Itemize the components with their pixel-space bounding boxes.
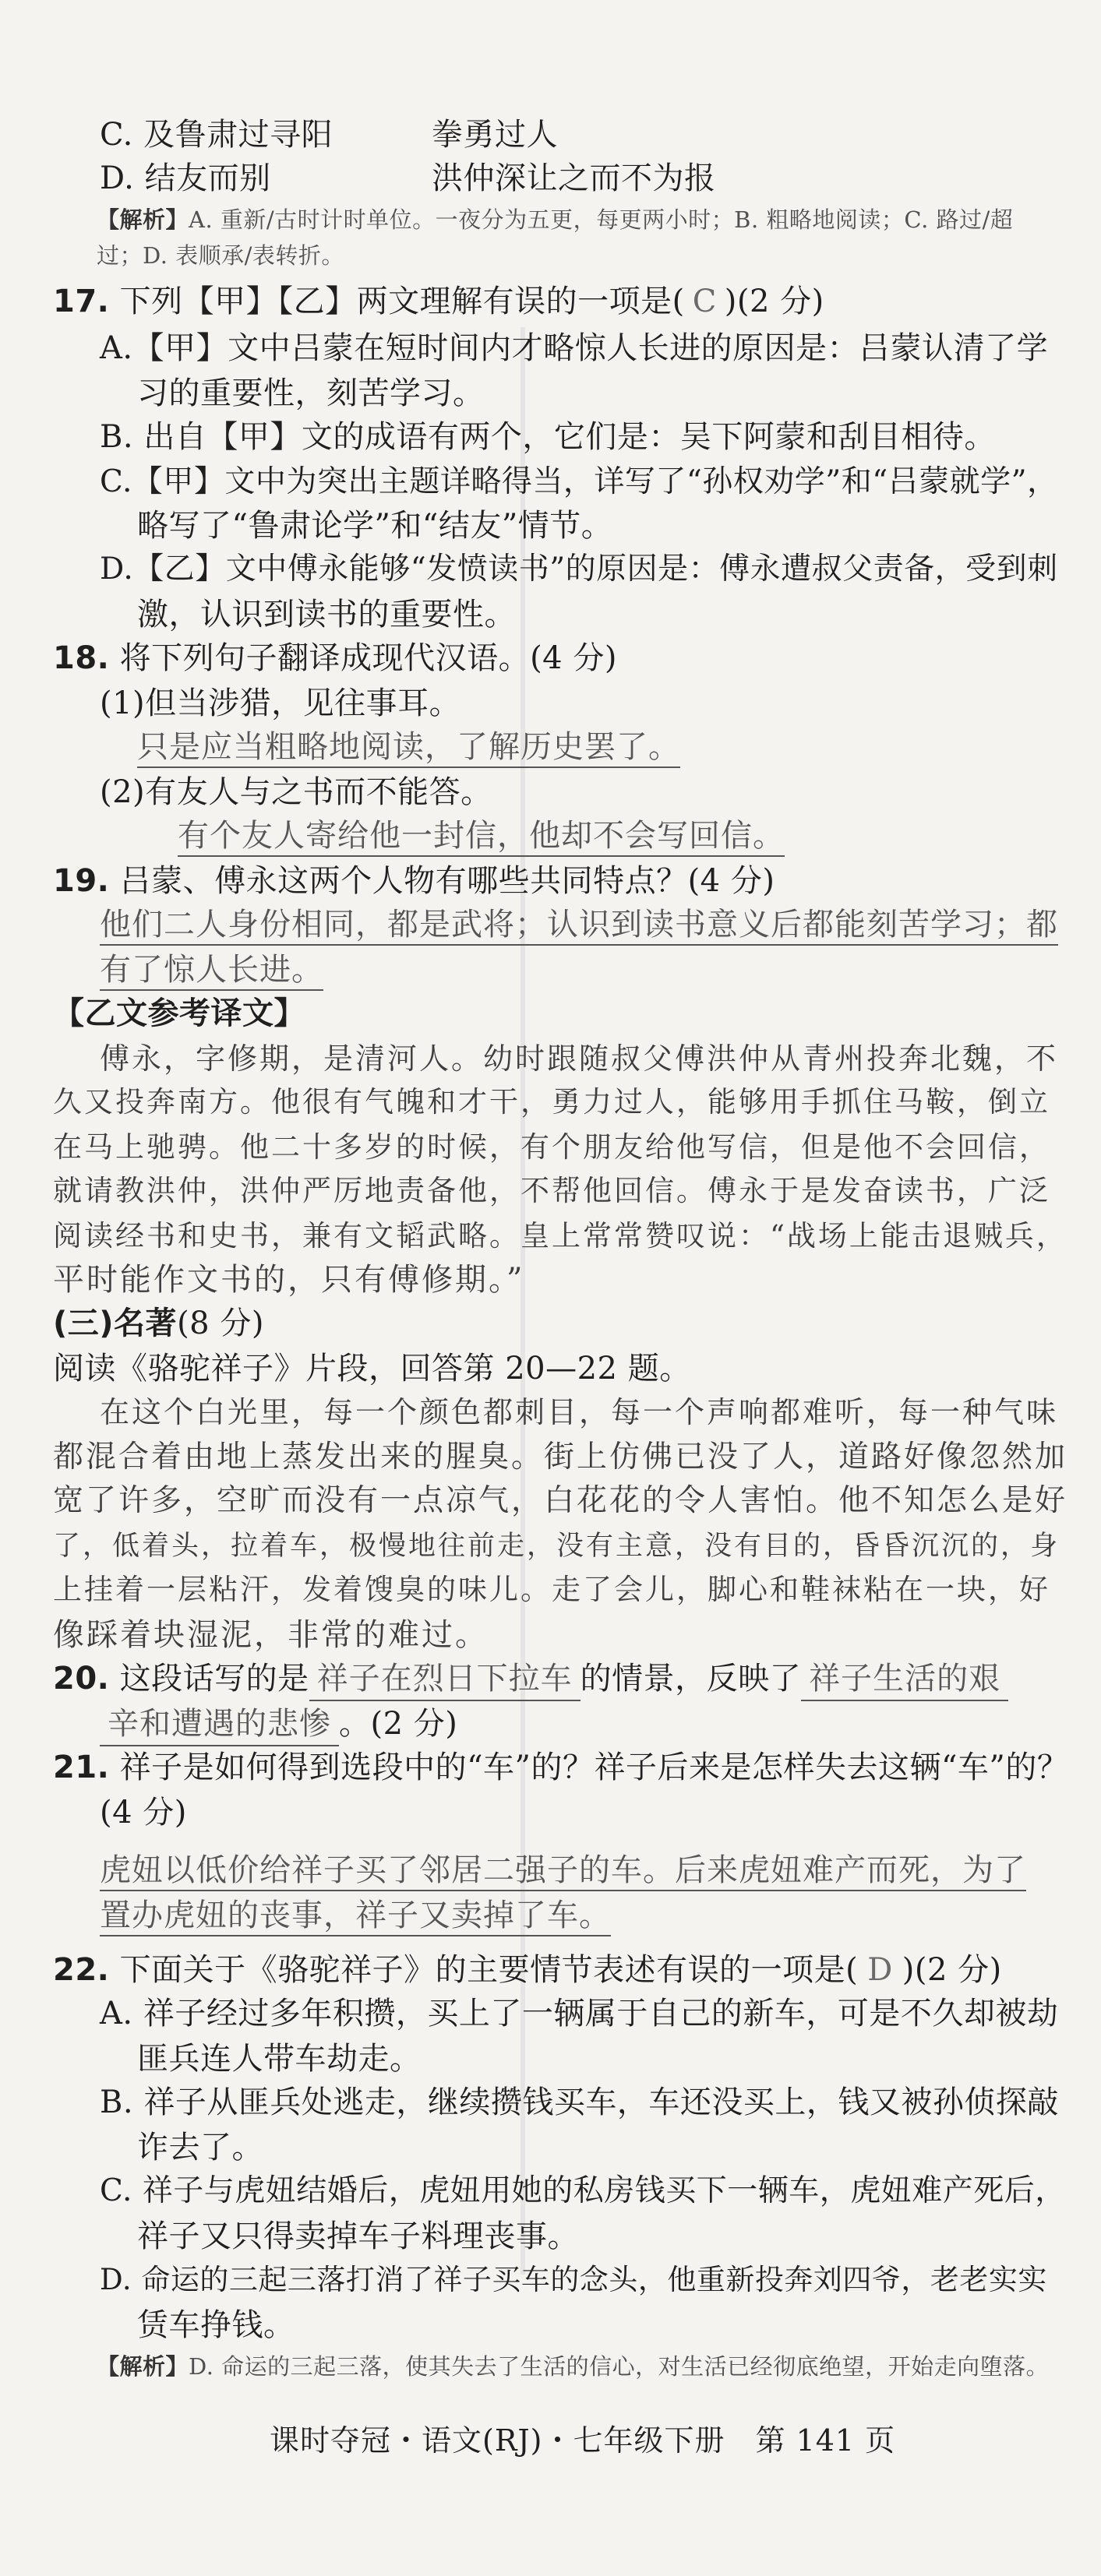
q20-stem: 20. 这段话写的是 祥子在烈日下拉车 的情景，反映了 祥子生活的艰 — [53, 1658, 1008, 1701]
q17-option-a-line-1: A.【甲】文中吕蒙在短时间内才略惊人长进的原因是：吕蒙认清了学 — [100, 330, 1049, 366]
q22-option-b-line-2: 诈去了。 — [137, 2130, 263, 2165]
q16-analysis-line-2: 过；D. 表顺承/表转折。 — [97, 242, 344, 269]
q22-analysis: 【解析】D. 命运的三起三落，使其失去了生活的信心，对生活已经彻底绝望，开始走向堕落。 — [97, 2353, 1050, 2380]
q22-option-c-line-1: C. 祥子与虎妞结婚后，虎妞用她的私房钱买下一辆车，虎妞难产死后， — [100, 2173, 1066, 2208]
q22-option-d-line-1: D. 命运的三起三落打消了祥子买车的念头，他重新投奔刘四爷，老老实实 — [100, 2263, 1047, 2296]
q22-stem: 22. 下面关于《骆驼祥子》的主要情节表述有误的一项是( D )(2 分) — [53, 1952, 1002, 1988]
q22-option-b-line-1: B. 祥子从匪兵处逃走，继续攒钱买车，车还没买上，钱又被孙侦探敲 — [100, 2084, 1059, 2120]
q17-option-d-line-1: D.【乙】文中傅永能够“发愤读书”的原因是：傅永遭叔父责备，受到刺 — [100, 551, 1058, 587]
translation-line-2: 久又投奔南方。他很有气魄和才干，勇力过人，能够用手抓住马鞍，倒立 — [53, 1085, 1050, 1119]
passage-line-1: 在这个白光里，每一个颜色都刺目，每一个声响都难听，每一种气味 — [100, 1395, 1059, 1429]
passage-line-6: 像踩着块湿泥，非常的难过。 — [53, 1617, 489, 1653]
q20-blank-2b: 辛和遭遇的悲惨 — [100, 1703, 339, 1746]
passage-line-3: 宽了许多，空旷而没有一点凉气，白花花的令人害怕。他不知怎么是好 — [53, 1483, 1068, 1518]
translation-heading: 【乙文参考译文】 — [53, 996, 305, 1031]
passage-line-2: 都混合着由地上蒸发出来的腥臭。街上仿佛已没了人，道路好像忽然加 — [53, 1440, 1068, 1475]
q16-option-d-word: 洪仲深让之而不为报 — [432, 160, 716, 196]
q19-answer-line-1: 他们二人身份相同，都是武将；认识到读书意义后都能刻苦学习；都 — [100, 904, 1058, 946]
q17-option-a-line-2: 习的重要性，刻苦学习。 — [137, 375, 485, 411]
q22-option-d-line-2: 赁车挣钱。 — [137, 2307, 295, 2343]
q22-option-c-line-2: 祥子又只得卖掉车子料理丧事。 — [137, 2218, 579, 2254]
page-footer: 课时夺冠・语文(RJ)・七年级下册 第 141 页 — [270, 2423, 896, 2458]
q17-option-d-line-2: 激，认识到读书的重要性。 — [137, 597, 516, 633]
q17-answer: C — [692, 284, 717, 319]
q21-answer-line-1: 虎妞以低价给祥子买了邻居二强子的车。后来虎妞难产而死，为了 — [100, 1849, 1026, 1891]
q18-sentence-1: (1)但当涉猎，见往事耳。 — [100, 685, 461, 721]
section-3-heading: (三)名著(8 分) — [53, 1306, 264, 1341]
q17-option-b: B. 出自【甲】文的成语有两个，它们是：吴下阿蒙和刮目相待。 — [100, 419, 996, 455]
translation-line-5: 阅读经书和史书，兼有文韬武略。皇上常常赞叹说：“战场上能击退贼兵， — [53, 1219, 1067, 1253]
q17-stem: 17. 下列【甲】【乙】两文理解有误的一项是( C )(2 分) — [53, 284, 824, 319]
section-3-intro: 阅读《骆驼祥子》片段，回答第 20—22 题。 — [53, 1351, 691, 1387]
translation-line-3: 在马上驰骋。他二十多岁的时候，有个朋友给他写信，但是他不会回信， — [53, 1130, 1050, 1164]
q19-answer-line-2: 有了惊人长进。 — [100, 949, 323, 991]
q16-analysis-line-1: 【解析】A. 重新/古时计时单位。一夜分为五更，每更两小时；B. 粗略地阅读；C. 路过/超 — [97, 206, 1014, 233]
q20-blank-1: 祥子在烈日下拉车 — [309, 1658, 580, 1701]
q19-stem: 19. 吕蒙、傅永这两个人物有哪些共同特点？(4 分) — [53, 863, 775, 899]
q16-option-d: D. 结友而别 洪仲深让之而不为报 — [100, 157, 271, 199]
q18-sentence-2: (2)有友人与之书而不能答。 — [100, 774, 492, 810]
translation-line-1: 傅永，字修期，是清河人。幼时跟随叔父傅洪仲从青州投奔北魏，不 — [100, 1041, 1059, 1076]
q22-option-a-line-2: 匪兵连人带车劫走。 — [137, 2041, 422, 2077]
translation-line-6: 平时能作文书的，只有傅修期。” — [53, 1262, 525, 1298]
q16-option-c: C. 及鲁肃过寻阳 拳勇过人 — [100, 114, 333, 156]
q22-answer: D — [867, 1952, 893, 1988]
passage-line-5: 上挂着一层粘汗，发着馊臭的味儿。走了会儿，脚心和鞋袜粘在一块，好 — [53, 1573, 1050, 1606]
q17-option-c-line-1: C.【甲】文中为突出主题详略得当，详写了“孙权劝学”和“吕蒙就学”， — [100, 464, 1058, 499]
q21-score: (4 分) — [100, 1795, 187, 1831]
q20-stem-line-2: 辛和遭遇的悲惨 。(2 分) — [100, 1703, 457, 1746]
q21-stem: 21. 祥子是如何得到选段中的“车”的？祥子后来是怎样失去这辆“车”的？ — [53, 1750, 1069, 1785]
translation-line-4: 就请教洪仲，洪仲严厉地责备他，不帮他回信。傅永于是发奋读书，广泛 — [53, 1174, 1050, 1207]
q16-option-c-word: 拳勇过人 — [432, 117, 558, 153]
q20-blank-2a: 祥子生活的艰 — [801, 1658, 1008, 1701]
q18-stem: 18. 将下列句子翻译成现代汉语。(4 分) — [53, 640, 617, 676]
q18-answer-1: 只是应当粗略地阅读，了解历史罢了。 — [137, 726, 680, 768]
q21-answer-line-2: 置办虎妞的丧事，祥子又卖掉了车。 — [100, 1894, 611, 1936]
q17-option-c-line-2: 略写了“鲁肃论学”和“结友”情节。 — [137, 508, 613, 544]
q18-answer-2: 有个友人寄给他一封信，他却不会写回信。 — [178, 815, 785, 857]
q22-option-a-line-1: A. 祥子经过多年积攒，买上了一辆属于自己的新车，可是不久却被劫 — [100, 1996, 1059, 2032]
passage-line-4: 了，低着头，拉着车，极慢地往前走，没有主意，没有目的，昏昏沉沉的，身 — [53, 1531, 1060, 1562]
